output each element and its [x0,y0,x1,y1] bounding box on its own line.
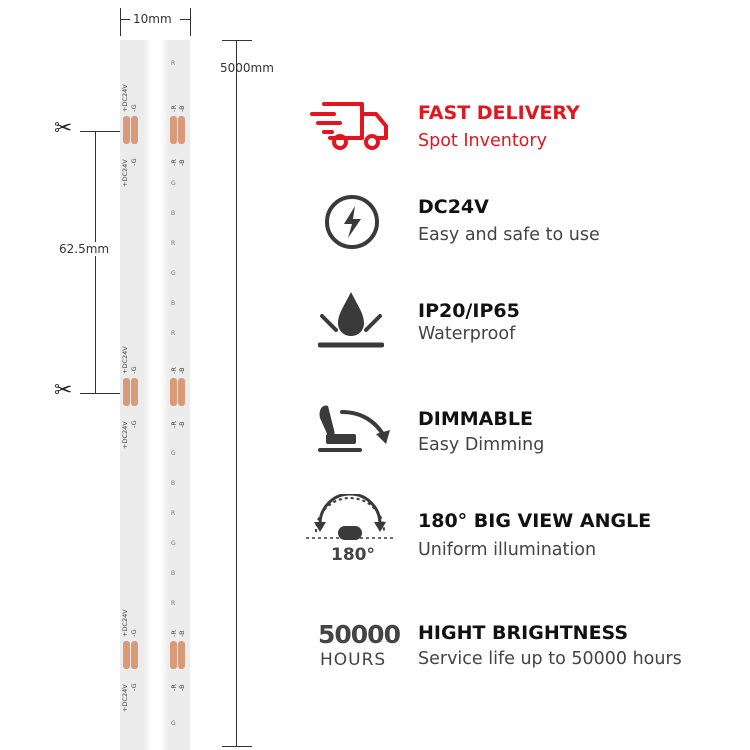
pad-label-b: -B [178,367,186,374]
pad-label-r: -R [170,105,178,112]
feature-subtitle: Uniform illumination [418,540,597,560]
chip-label: B [171,210,176,217]
chip-label: G [171,270,176,277]
hours-badge-icon [318,622,400,676]
pad-label-dc24v: +DC24V [121,421,129,449]
pad-label-b: -B [178,105,186,112]
water-drop-icon [318,290,384,350]
dimmer-knob-icon [312,400,394,456]
length-dim-line [236,40,237,746]
feature-title: HIGHT BRIGHTNESS [418,622,629,644]
pad-label-g: -G [130,104,138,112]
pad-label-g: -G [130,683,138,691]
chip-label: R [171,510,176,517]
feature-subtitle: Easy and safe to use [418,225,600,245]
width-dim-line-right [180,19,190,20]
scissors-icon: ✂ [54,378,73,403]
cut-line-bottom [80,393,120,394]
chip-label: G [171,720,176,727]
pad-label-r: -R [170,421,178,428]
view-angle-label: 180° [331,545,375,565]
width-dim-label: 10mm [133,12,172,26]
cut-spacing-line [95,131,96,393]
feature-subtitle: Waterproof [418,324,516,344]
hours-word: HOURS [320,650,387,670]
power-bolt-icon [322,192,382,252]
feature-subtitle: Easy Dimming [418,435,545,455]
pad-label-dc24v: +DC24V [121,609,129,637]
pad-label-g: -G [130,158,138,166]
feature-title: IP20/IP65 [418,300,520,322]
chip-label: G [171,540,176,547]
pad-label-g: -G [130,420,138,428]
pad-label-g: -G [130,629,138,637]
chip-label: R [171,600,176,607]
chip-label: R [171,330,176,337]
chip-label: B [171,300,176,307]
pad-label-r: -R [170,159,178,166]
cut-spacing-label: 62.5mm [59,242,110,256]
feature-title: 180° BIG VIEW ANGLE [418,510,652,532]
pad-label-g: -G [130,366,138,374]
pad-label-r: -R [170,684,178,691]
chip-label: G [171,450,176,457]
feature-subtitle: Service life up to 50000 hours [418,649,682,669]
chip-label: R [171,60,176,67]
pad-label-b: -B [178,421,186,428]
pad-label-b: -B [178,684,186,691]
hours-number: 50000 [318,620,400,649]
pad-label-dc24v: +DC24V [121,346,129,374]
feature-title: DC24V [418,196,489,218]
pad-label-r: -R [170,367,178,374]
feature-title: DIMMABLE [418,408,533,430]
pad-label-dc24v: +DC24V [121,159,129,187]
chip-label: B [171,480,176,487]
pad-label-r: -R [170,630,178,637]
view-angle-icon [304,494,396,544]
cut-line-top [80,131,120,132]
delivery-truck-icon [310,96,392,156]
feature-title: FAST DELIVERY [418,102,580,124]
chip-label: G [171,180,176,187]
width-dim-left-tick [120,8,121,36]
length-dim-bottom-tick [222,746,252,747]
pad-label-dc24v: +DC24V [121,84,129,112]
led-strip-cob-line [143,40,169,750]
width-dim-line-left [120,19,130,20]
scissors-icon: ✂ [54,116,73,141]
length-dim-top-tick [222,40,252,41]
chip-label: R [171,240,176,247]
chip-label: B [171,570,176,577]
pad-label-b: -B [178,159,186,166]
feature-subtitle: Spot Inventory [418,131,547,151]
pad-label-dc24v: +DC24V [121,684,129,712]
pad-label-b: -B [178,630,186,637]
width-dim-right-tick [190,8,191,36]
length-dim-label: 5000mm [220,61,274,75]
